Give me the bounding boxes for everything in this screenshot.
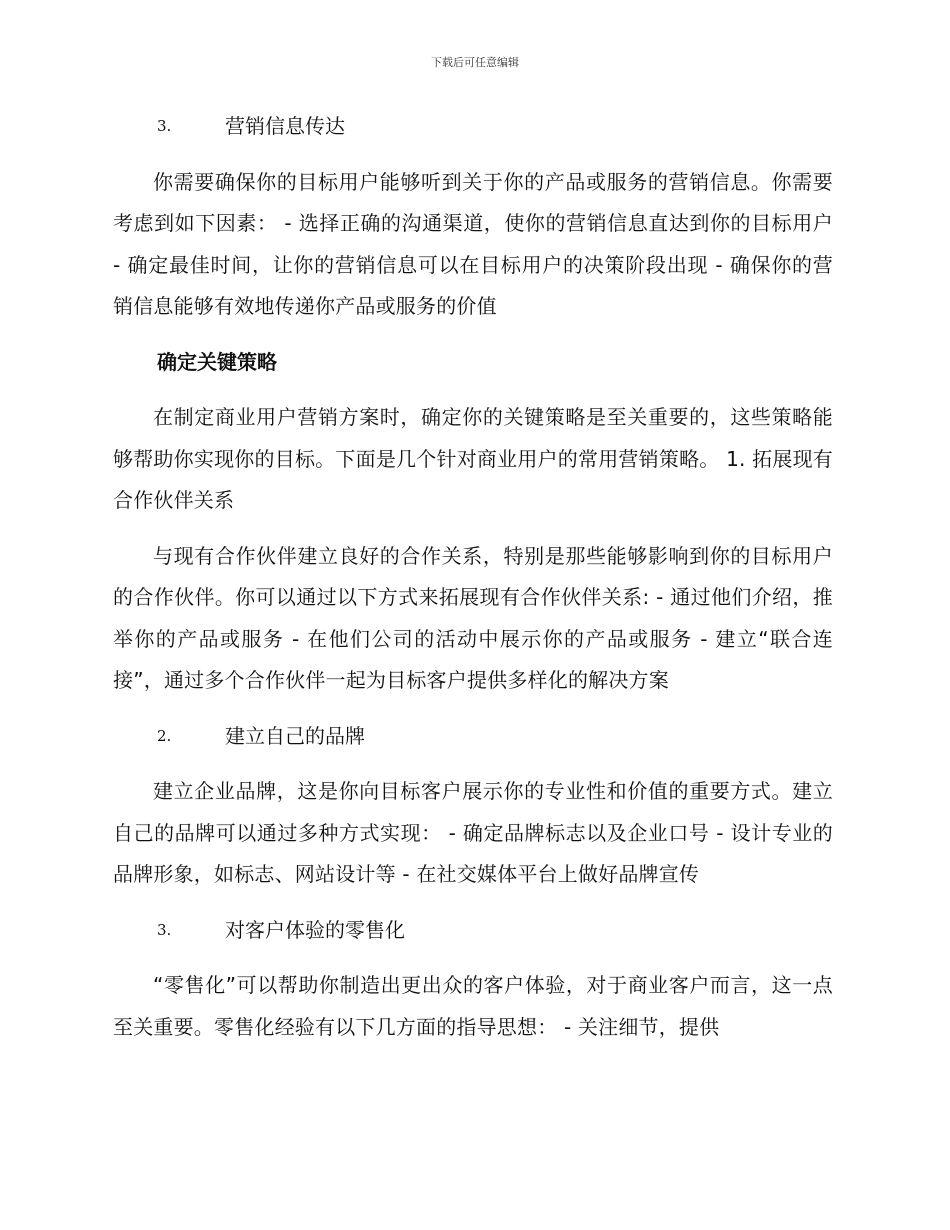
section-number: 3. <box>157 117 172 135</box>
paragraph-partners: 与现有合作伙伴建立良好的合作关系，特别是那些能够影响到你的目标用户的合作伙伴。你可以通过以下方式来拓展现有合作伙伴关系: - 通过他们介绍，推举你的产品或服务 - 在他们公司的活动中展示你的产品或服务 - 建立“联合连接”，通过多个合作伙伴一起为目标客户提供多样化的解决方案 <box>113 543 833 692</box>
paragraph-marketing-message: 你需要确保你的目标用户能够听到关于你的产品或服务的营销信息。你需要考虑到如下因素： - 选择正确的沟通渠道，使你的营销信息直达到你的目标用户 - 确定最佳时间，让你的营销信息可以在目标用户的决策阶段出现 - 确保你的营销信息能够有效地传递你产品或服务的价值 <box>113 169 833 318</box>
section-number: 3. <box>157 920 172 939</box>
page-header: 下载后可任意编辑 <box>431 56 519 69</box>
document-body <box>113 106 833 1062</box>
paragraph-brand: 建立企业品牌，这是你向目标客户展示你的专业性和价值的重要方式。建立自己的品牌可以通过多种方式实现： - 确定品牌标志以及企业口号 - 设计专业的品牌形象，如标志、网站设计等 - 在社交媒体平台上做好品牌宣传 <box>113 779 833 886</box>
section-title: 建立自己的品牌 <box>225 723 365 748</box>
section-heading-brand <box>113 716 833 758</box>
section-title: 对客户体验的零售化 <box>225 917 405 942</box>
section-heading-retail <box>113 910 833 952</box>
heading-key-strategy: 确定关键策略 <box>157 349 277 374</box>
paragraph-key-strategy: 在制定商业用户营销方案时，确定你的关键策略是至关重要的，这些策略能够帮助你实现你的目标。下面是几个针对商业用户的常用营销策略。 1. 拓展现有合作伙伴关系 <box>113 405 833 512</box>
paragraph-retail: “零售化”可以帮助你制造出更出众的客户体验，对于商业客户而言，这一点至关重要。零售化经验有以下几方面的指导思想： - 关注细节，提供 <box>113 973 833 1039</box>
section-number: 2. <box>157 726 172 745</box>
section-heading-marketing-message <box>113 106 833 148</box>
section-title: 营销信息传达 <box>225 114 345 138</box>
